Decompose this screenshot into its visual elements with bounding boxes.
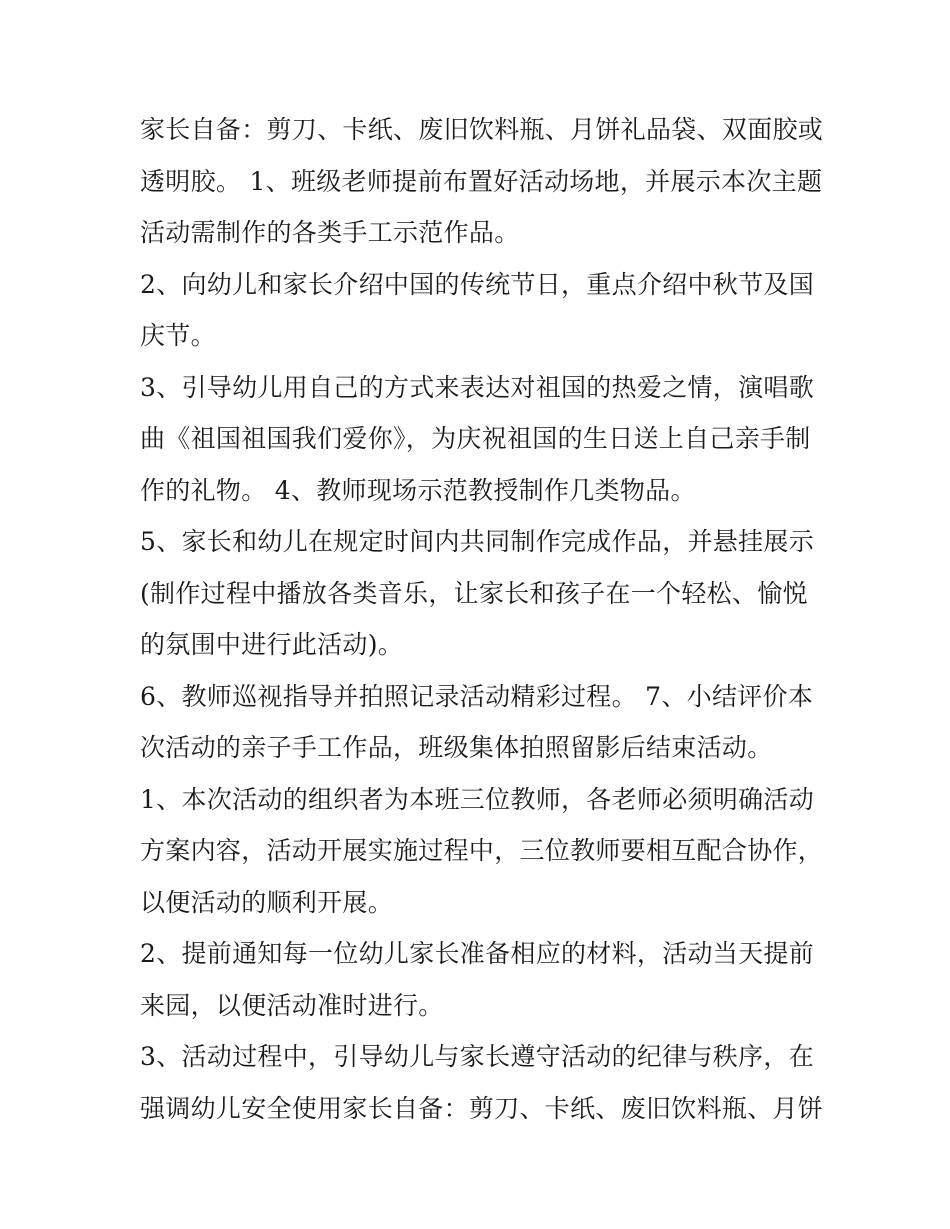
text-line: 2、向幼儿和家长介绍中国的传统节日，重点介绍中秋节及国 (140, 269, 815, 299)
paragraph-note-2 (140, 928, 815, 1031)
paragraph-step-2 (140, 259, 815, 362)
text-line: 作的礼物。 4、教师现场示范教授制作几类物品。 (140, 475, 696, 505)
text-line: 来园，以便活动准时进行。 (140, 990, 444, 1020)
text-line: 1、本次活动的组织者为本班三位教师，各老师必须明确活动 (140, 784, 815, 814)
text-line: (制作过程中播放各类音乐，让家长和孩子在一个轻松、愉悦 (140, 578, 808, 608)
text-line: 5、家长和幼儿在规定时间内共同制作完成作品，并悬挂展示 (140, 527, 815, 556)
text-line: 2、提前通知每一位幼儿家长准备相应的材料，活动当天提前 (140, 939, 815, 968)
text-line: 6、教师巡视指导并拍照记录活动精彩过程。 7、小结评价本 (140, 681, 814, 711)
paragraph-note-3 (140, 1031, 824, 1134)
text-line: 次活动的亲子手工作品，班级集体拍照留影后结束活动。 (140, 733, 773, 762)
text-line: 曲《祖国祖国我们爱你》，为庆祝祖国的生日送上自己亲手制 (140, 424, 811, 453)
text-line: 透明胶。 1、班级老师提前布置好活动场地，并展示本次主题 (140, 166, 823, 196)
text-line: 家长自备：剪刀、卡纸、废旧饮料瓶、月饼礼品袋、双面胶或 (140, 115, 824, 144)
text-line: 3、引导幼儿用自己的方式来表达对祖国的热爱之情，演唱歌 (140, 372, 815, 402)
paragraph-materials (140, 104, 824, 259)
document-body (140, 104, 824, 1134)
text-line: 活动需制作的各类手工示范作品。 (140, 218, 520, 247)
text-line: 的氛围中进行此活动)。 (140, 630, 404, 659)
paragraph-step-5 (140, 516, 815, 671)
paragraph-step-3 (140, 362, 815, 517)
paragraph-note-1 (140, 774, 824, 929)
text-line: 方案内容，活动开展实施过程中，三位教师要相互配合协作， (140, 836, 824, 865)
text-line: 强调幼儿安全使用家长自备：剪刀、卡纸、废旧饮料瓶、月饼 (140, 1093, 824, 1123)
text-line: 3、活动过程中，引导幼儿与家长遵守活动的纪律与秩序，在 (140, 1042, 815, 1071)
text-line: 以便活动的顺利开展。 (140, 887, 394, 917)
text-line: 庆节。 (140, 321, 216, 350)
paragraph-step-6 (140, 671, 815, 774)
